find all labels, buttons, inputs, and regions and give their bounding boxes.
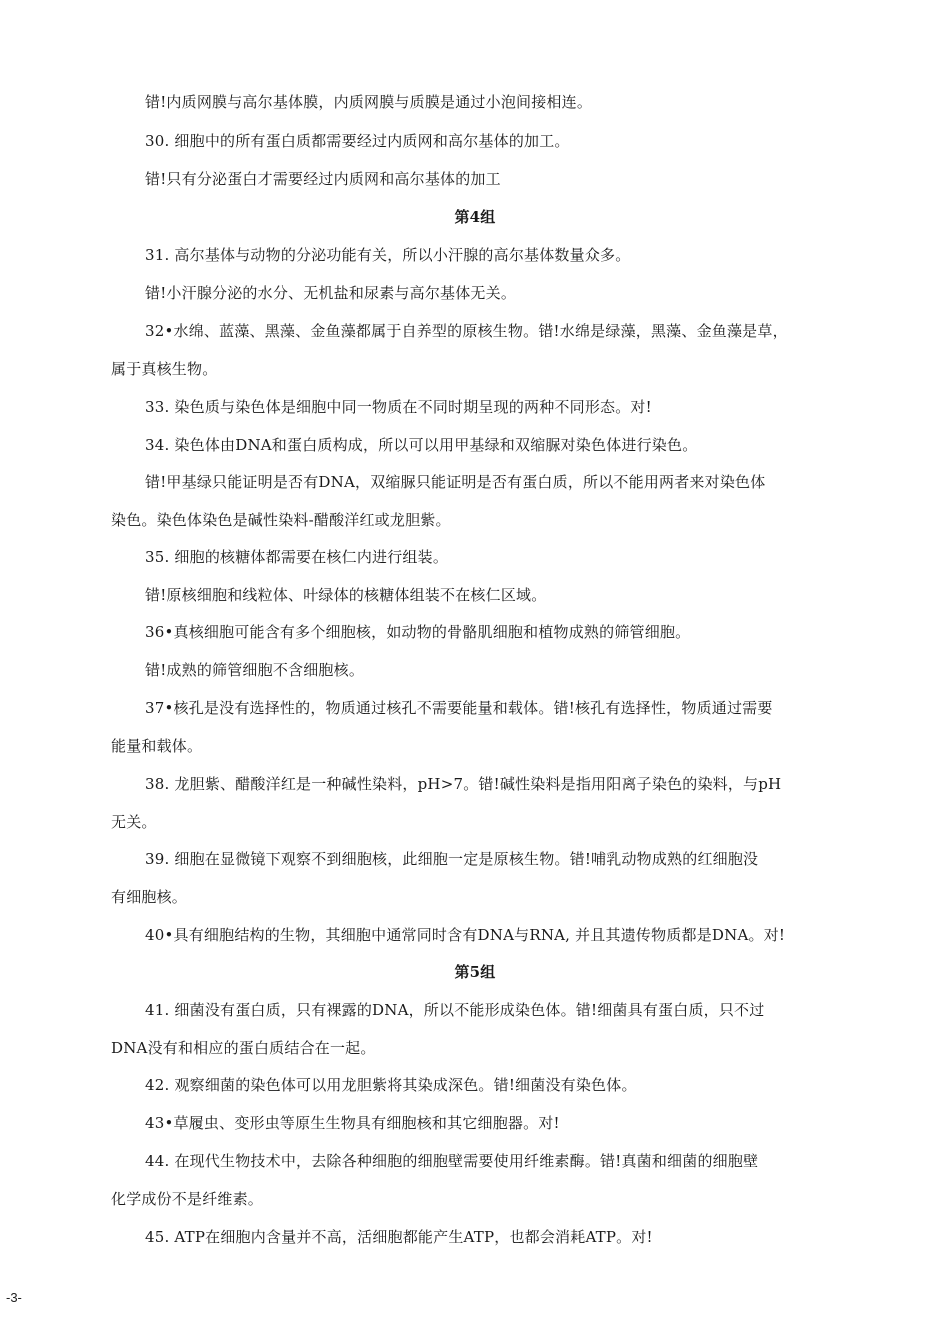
text-line: 无关。 bbox=[111, 813, 157, 831]
text-line: 44. 在现代生物技术中，去除各种细胞的细胞壁需要使用纤维素酶。错!真菌和细菌的细胞壁 bbox=[145, 1152, 759, 1170]
text-line: 错!甲基绿只能证明是否有DNA，双缩脲只能证明是否有蛋白质，所以不能用两者来对染色体 bbox=[145, 473, 766, 491]
text-line: 错!内质网膜与高尔基体膜，内质网膜与质膜是通过小泡间接相连。 bbox=[145, 93, 593, 111]
text-line: 错!小汗腺分泌的水分、无机盐和尿素与高尔基体无关。 bbox=[145, 284, 517, 302]
text-line: 41. 细菌没有蛋白质，只有裸露的DNA，所以不能形成染色体。错!细菌具有蛋白质，只不过 bbox=[145, 1001, 765, 1019]
text-line: 38. 龙胆紫、醋酸洋红是一种碱性染料，pH>7。错!碱性染料是指用阳离子染色的染料，与pH bbox=[145, 775, 782, 793]
section-heading: 第4组 bbox=[454, 208, 496, 226]
text-line: 错!成熟的筛管细胞不含细胞核。 bbox=[145, 661, 365, 679]
text-line: 30. 细胞中的所有蛋白质都需要经过内质网和高尔基体的加工。 bbox=[145, 132, 570, 150]
text-line: 40•具有细胞结构的生物，其细胞中通常同时含有DNA与RNA, 并且其遗传物质都是DNA。对! bbox=[145, 926, 786, 944]
text-line: 33. 染色质与染色体是细胞中同一物质在不同时期呈现的两种不同形态。对! bbox=[145, 398, 652, 416]
text-line: 39. 细胞在显微镜下观察不到细胞核，此细胞一定是原核生物。错!哺乳动物成熟的红细胞没 bbox=[145, 850, 759, 868]
text-line: 错!原核细胞和线粒体、叶绿体的核糖体组装不在核仁区域。 bbox=[145, 586, 547, 604]
text-line: DNA没有和相应的蛋白质结合在一起。 bbox=[111, 1039, 376, 1057]
page-number: -3- bbox=[6, 1290, 22, 1305]
text-line: 37•核孔是没有选择性的，物质通过核孔不需要能量和载体。错!核孔有选择性，物质通过需要 bbox=[145, 699, 773, 717]
section-heading: 第5组 bbox=[454, 963, 496, 981]
text-line: 42. 观察细菌的染色体可以用龙胆紫将其染成深色。错!细菌没有染色体。 bbox=[145, 1076, 637, 1094]
text-line: 34. 染色体由DNA和蛋白质构成，所以可以用甲基绿和双缩脲对染色体进行染色。 bbox=[145, 436, 698, 454]
text-line: 能量和载体。 bbox=[111, 737, 203, 755]
text-line: 属于真核生物。 bbox=[111, 360, 218, 378]
text-line: 有细胞核。 bbox=[111, 888, 188, 906]
text-line: 43•草履虫、变形虫等原生生物具有细胞核和其它细胞器。对! bbox=[145, 1114, 560, 1132]
text-line: 染色。染色体染色是碱性染料-醋酸洋红或龙胆紫。 bbox=[111, 511, 451, 529]
text-line: 31. 高尔基体与动物的分泌功能有关，所以小汗腺的高尔基体数量众多。 bbox=[145, 246, 631, 264]
text-line: 错!只有分泌蛋白才需要经过内质网和高尔基体的加工 bbox=[145, 170, 501, 188]
text-line: 45. ATP在细胞内含量并不高，活细胞都能产生ATP，也都会消耗ATP。对! bbox=[145, 1228, 653, 1246]
text-line: 32•水绵、蓝藻、黑藻、金鱼藻都属于自养型的原核生物。错!水绵是绿藻，黑藻、金鱼藻是草， bbox=[145, 322, 788, 340]
text-line: 35. 细胞的核糖体都需要在核仁内进行组装。 bbox=[145, 548, 449, 566]
text-line: 36•真核细胞可能含有多个细胞核，如动物的骨骼肌细胞和植物成熟的筛管细胞。 bbox=[145, 623, 691, 641]
text-line: 化学成份不是纤维素。 bbox=[111, 1190, 264, 1208]
